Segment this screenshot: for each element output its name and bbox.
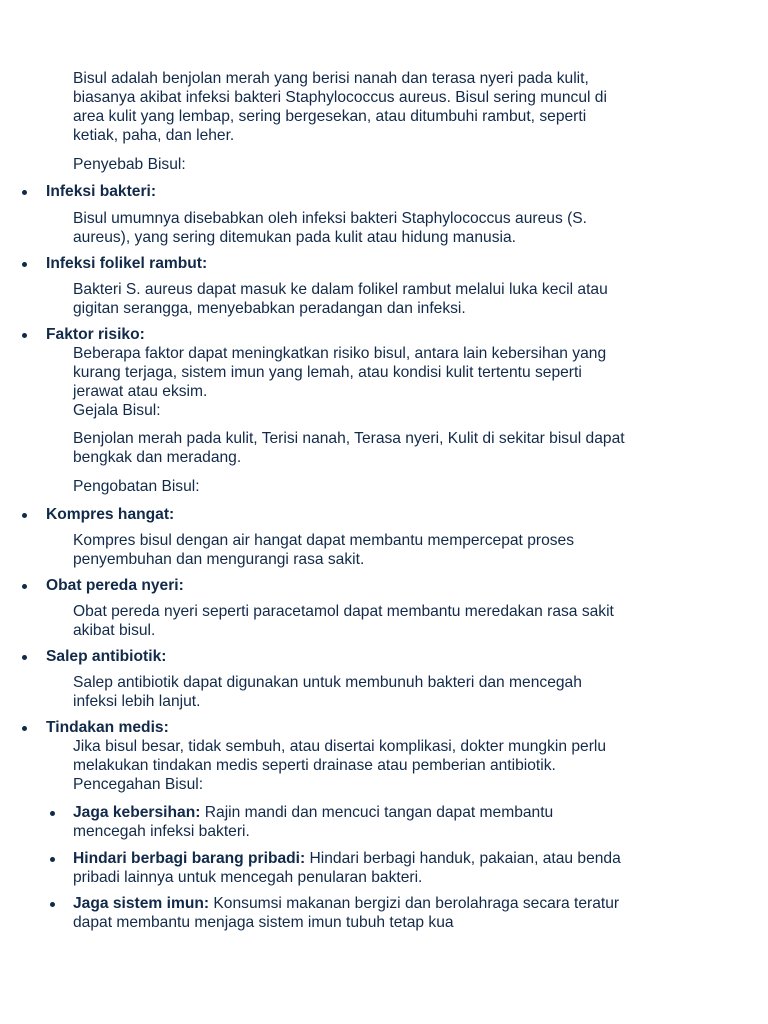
intro-line: area kulit yang lembap, sering bergesekan, atau ditumbuhi rambut, seperti [73, 108, 587, 125]
prevention-text: Rajin mandi dan mencuci tangan dapat membantu [200, 804, 554, 821]
cause-title: Infeksi folikel rambut: [46, 255, 208, 272]
treatment-title: Salep antibiotik: [46, 648, 167, 665]
cause-line: Bakteri S. aureus dapat masuk ke dalam folikel rambut melalui luka kecil atau [73, 281, 608, 298]
prevention-title: Hindari berbagi barang pribadi: [73, 850, 306, 867]
intro-line: Bisul adalah benjolan merah yang berisi nanah dan terasa nyeri pada kulit, [73, 70, 589, 87]
section-heading-penyebab: Penyebab Bisul: [73, 156, 186, 173]
symptoms-line: bengkak dan meradang. [73, 449, 242, 466]
prevention-item [73, 803, 553, 841]
prevention-item [73, 894, 619, 932]
treatment-title: Obat pereda nyeri: [46, 577, 184, 594]
treatment-line: Obat pereda nyeri seperti paracetamol dapat membantu meredakan rasa sakit [73, 603, 614, 620]
intro-line: biasanya akibat infeksi bakteri Staphylococcus aureus. Bisul sering muncul di [73, 89, 607, 106]
prevention-text: pribadi lainnya untuk mencegah penularan bakteri. [73, 869, 423, 886]
treatment-title: Tindakan medis: [46, 719, 169, 736]
cause-line: Beberapa faktor dapat meningkatkan risiko bisul, antara lain kebersihan yang [73, 345, 607, 362]
cause-line: Bisul umumnya disebabkan oleh infeksi bakteri Staphylococcus aureus (S. [73, 210, 587, 227]
bullet-icon [50, 857, 55, 862]
prevention-title: Jaga kebersihan: [73, 804, 201, 821]
cause-line: kurang terjaga, sistem imun yang lemah, atau kondisi kulit tertentu seperti [73, 364, 582, 381]
prevention-item [73, 849, 621, 887]
intro-paragraph [73, 69, 607, 145]
prevention-text: mencegah infeksi bakteri. [73, 823, 250, 840]
treatment-line: infeksi lebih lanjut. [73, 693, 201, 710]
cause-line: jerawat atau eksim. [73, 383, 208, 400]
treatment-line: Kompres bisul dengan air hangat dapat membantu mempercepat proses [73, 532, 575, 549]
prevention-text: dapat membantu menjaga sistem imun tubuh tetap kua [73, 914, 454, 931]
treatment-description [73, 602, 614, 640]
treatment-description [73, 531, 574, 569]
prevention-text: Konsumsi makanan bergizi dan berolahraga secara teratur [209, 895, 620, 912]
treatment-line: penyembuhan dan mengurangi rasa sakit. [73, 551, 365, 568]
section-heading-pengobatan: Pengobatan Bisul: [73, 478, 200, 495]
cause-line: aureus), yang sering ditemukan pada kulit atau hidung manusia. [73, 229, 516, 246]
bullet-icon [22, 190, 27, 195]
cause-description [73, 209, 587, 247]
cause-description [73, 344, 606, 401]
cause-description [73, 280, 608, 318]
cause-title: Infeksi bakteri: [46, 183, 157, 200]
prevention-text: Hindari berbagi handuk, pakaian, atau benda [305, 850, 621, 867]
bullet-icon [22, 655, 27, 660]
section-heading-gejala: Gejala Bisul: [73, 402, 161, 419]
cause-title: Faktor risiko: [46, 326, 145, 343]
prevention-title: Jaga sistem imun: [73, 895, 210, 912]
treatment-line: Jika bisul besar, tidak sembuh, atau disertai komplikasi, dokter mungkin perlu [73, 738, 607, 755]
symptoms-line: Benjolan merah pada kulit, Terisi nanah, Terasa nyeri, Kulit di sekitar bisul dapat [73, 430, 625, 447]
cause-line: gigitan serangga, menyebabkan peradangan dan infeksi. [73, 300, 466, 317]
treatment-description [73, 673, 582, 711]
treatment-line: akibat bisul. [73, 622, 156, 639]
section-heading-pencegahan: Pencegahan Bisul: [73, 776, 204, 793]
bullet-icon [22, 726, 27, 731]
treatment-description [73, 737, 606, 775]
bullet-icon [50, 811, 55, 816]
bullet-icon [22, 584, 27, 589]
treatment-title: Kompres hangat: [46, 506, 175, 523]
bullet-icon [22, 333, 27, 338]
bullet-icon [22, 262, 27, 267]
treatment-line: melakukan tindakan medis seperti drainase atau pemberian antibiotik. [73, 757, 556, 774]
bullet-icon [50, 902, 55, 907]
bullet-icon [22, 513, 27, 518]
intro-line: ketiak, paha, dan leher. [73, 127, 235, 144]
treatment-line: Salep antibiotik dapat digunakan untuk membunuh bakteri dan mencegah [73, 674, 582, 691]
symptoms-paragraph [73, 429, 625, 467]
